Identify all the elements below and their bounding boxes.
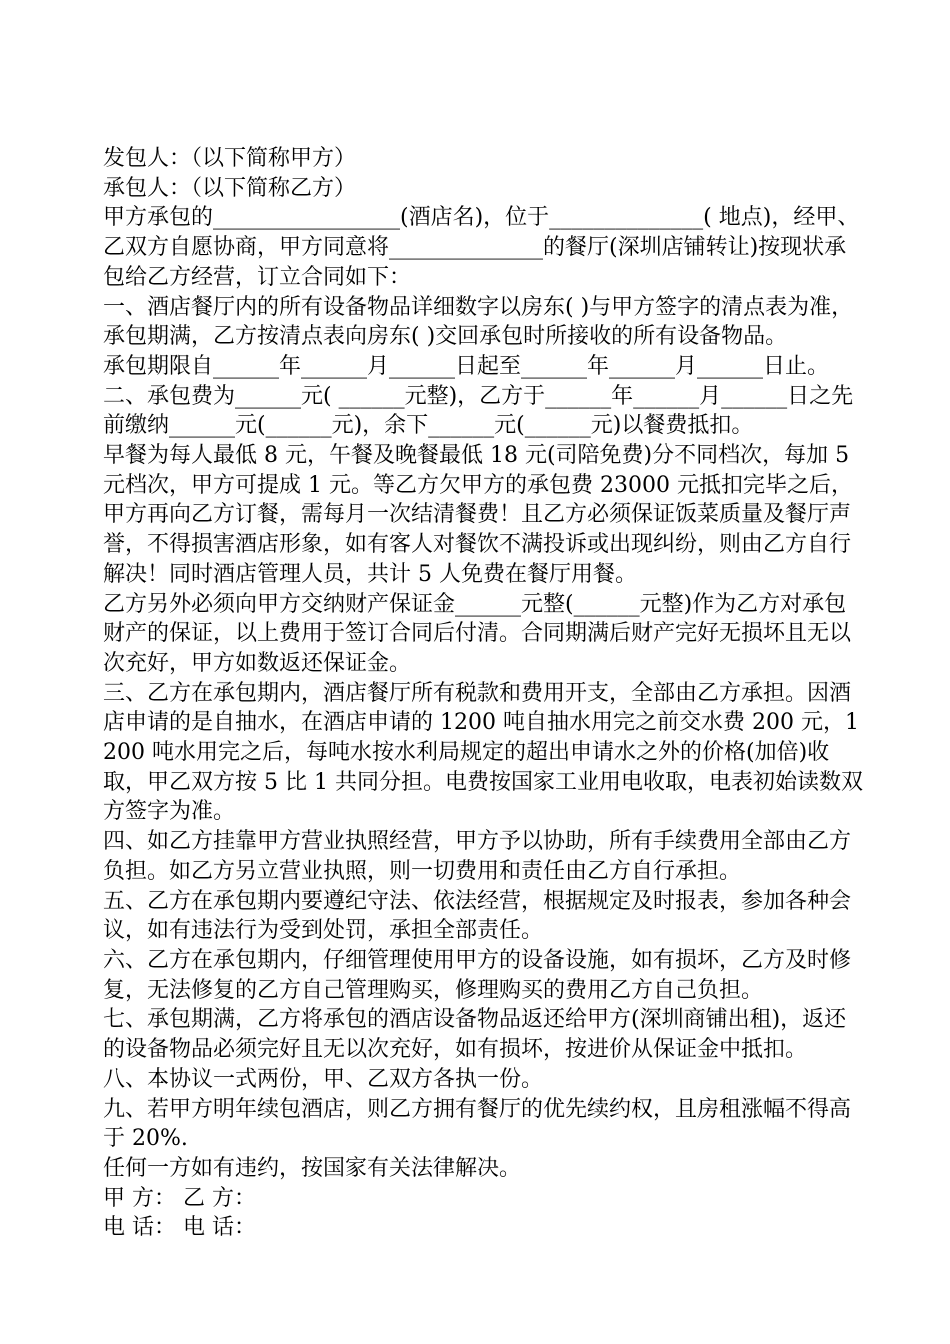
clause-5: 五、乙方在承包期内要遵纪守法、依法经营，根据规定及时报表，参加各种会议，如有违法行为受到处罚，承担全部责任。: [103, 888, 852, 944]
signature-parties-line: 甲 方： 乙 方：: [103, 1185, 256, 1211]
contract-term-line: 承包期限自______年______月______日起至______年______月______日止。: [103, 353, 830, 379]
clause-7: 七、承包期满，乙方将承包的酒店设备物品返还给甲方(深圳商铺出租)，返还的设备物品必须完好且无以次充好，如有损坏，按进价从保证金中抵扣。: [103, 1007, 847, 1063]
contract-document: [103, 144, 863, 1243]
clause-4: 四、如乙方挂靠甲方营业执照经营，甲方予以协助，所有手续费用全部由乙方负担。如乙方另立营业执照，则一切费用和责任由乙方自行承担。: [103, 829, 852, 884]
contractor-issuer-line: 发包人：（以下简称甲方）: [103, 146, 357, 171]
clause-6: 六、乙方在承包期内，仔细管理使用甲方的设备设施，如有损坏，乙方及时修复，无法修复的乙方自己管理购买，修理购买的费用乙方自己负担。: [103, 947, 852, 1003]
clause-9: 九、若甲方明年续包酒店，则乙方拥有餐厅的优先续约权，且房租涨幅不得高于 20%.: [103, 1096, 852, 1152]
intro-paragraph: 甲方承包的_________________(酒店名)，位于______________( 地点)，经甲、乙双方自愿协商，甲方同意将______________的餐厅(深圳店铺转让)按现状承包给乙方经营，订立合同如下：: [103, 205, 860, 290]
clause-3: 三、乙方在承包期内，酒店餐厅所有税款和费用开支，全部由乙方承担。因酒店申请的是自抽水，在酒店申请的 1200 吨自抽水用完之前交水费 200 元，1200 吨水用完之后，每吨水按水利局规定的超出申请水之外的价格(加倍)收取，甲乙双方按 5 比 1 共同分担。电费按国家工业用电收取，电表初始读数双方签字为准。: [103, 680, 863, 825]
meal-pricing-paragraph: 早餐为每人最低 8 元，午餐及晚餐最低 18 元(司陪免费)分不同档次，每加 5 元档次，甲方可提成 1 元。等乙方欠甲方的承包费 23000 元抵扣完毕之后，甲方再向乙方订餐，需每月一次结清餐费！且乙方必须保证饭菜质量及餐厅声誉，不得损害酒店形象，如有客人对餐饮不满投诉或出现纠纷，则由乙方自行解决！同时酒店管理人员，共计 5 人免费在餐厅用餐。: [103, 443, 853, 587]
deposit-paragraph: 乙方另外必须向甲方交纳财产保证金______元整(______元整)作为乙方对承包财产的保证，以上费用于签订合同后付清。合同期满后财产完好无损坏且无以次充好，甲方如数返还保证金。: [103, 591, 852, 676]
clause-8: 八、本协议一式两份，甲、乙双方各执一份。: [103, 1066, 544, 1092]
contractor-receiver-line: 承包人：（以下简称乙方）: [103, 175, 357, 201]
breach-line: 任何一方如有违约，按国家有关法律解决。: [103, 1155, 522, 1181]
clause-2: 二、承包费为______元( ______元整)，乙方于______年______月______日之先前缴纳______元(______元)，余下______元(______元)以餐费抵扣。: [103, 383, 854, 439]
clause-1: 一、酒店餐厅内的所有设备物品详细数字以房东( )与甲方签字的清点表为准，承包期满，乙方按清点表向房东( )交回承包时所接收的所有设备物品。: [103, 294, 854, 350]
signature-phone-line: 电 话： 电 话：: [103, 1215, 256, 1241]
